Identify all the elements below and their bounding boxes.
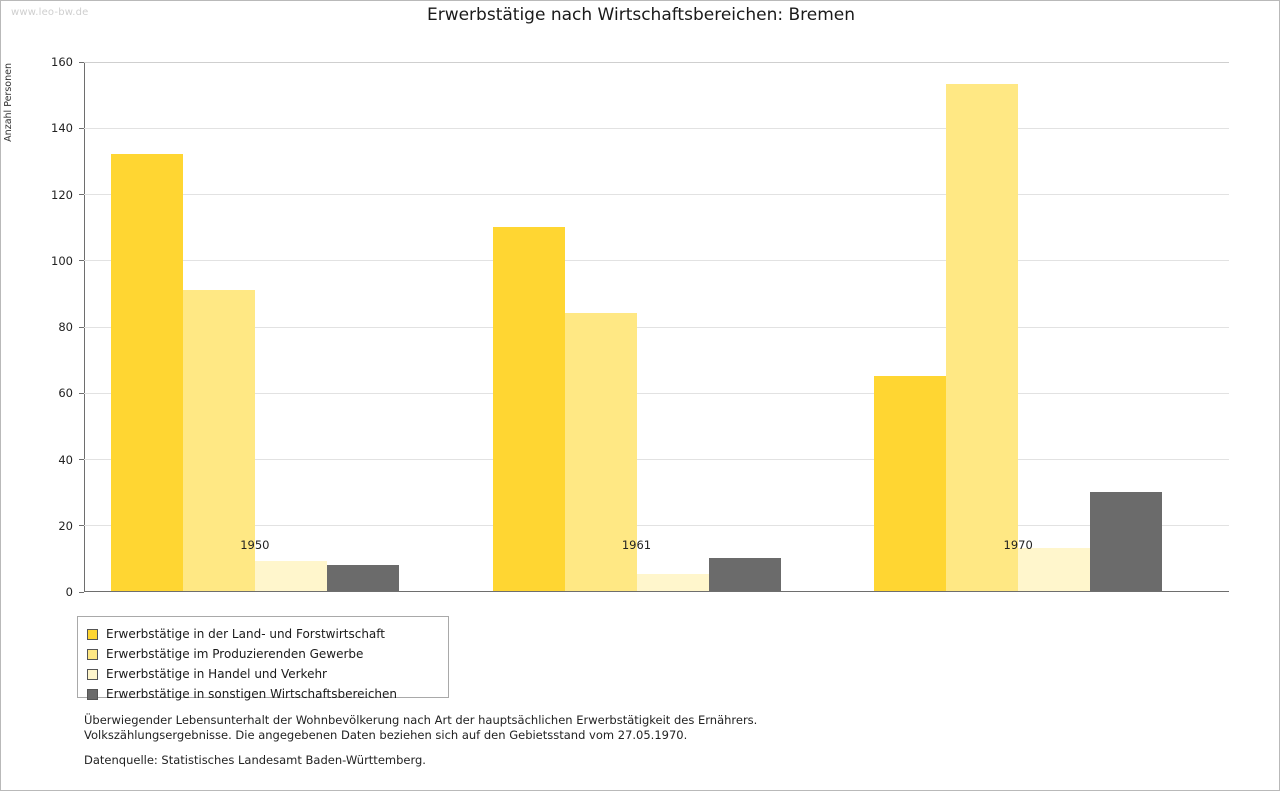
source-note: Datenquelle: Statistisches Landesamt Baden-Württemberg. [84,753,426,767]
y-tick-label: 20 [58,518,73,533]
y-tick-label: 140 [51,121,73,136]
footnote-line: Volkszählungsergebnisse. Die angegebenen Daten beziehen sich auf den Gebietsstand vom 27.05.1970. [84,728,688,742]
gridline [84,128,1229,129]
bar [637,574,709,591]
page-title: Erwerbstätige nach Wirtschaftsbereichen: Bremen [426,5,856,25]
legend-swatch-icon [87,649,98,660]
legend-swatch-icon [87,689,98,700]
bar [327,565,399,592]
legend-swatch-icon [87,669,98,680]
legend-item[interactable] [87,624,440,644]
y-axis-label: Anzahl Personen [3,63,14,142]
bar [255,561,327,591]
bar [493,227,565,591]
bar [874,376,946,591]
bar [946,84,1018,591]
footnotes [84,713,1184,743]
legend [77,616,449,701]
y-tick-label: 40 [58,452,73,467]
bar [1018,548,1090,591]
gridline [84,327,1229,328]
legend-label: Erwerbstätige in Handel und Verkehr [106,667,327,681]
gridline [84,525,1229,526]
y-tick-label: 60 [58,386,73,401]
bar [111,154,183,591]
x-tick-label: 1961 [621,538,652,552]
footnote-line: Überwiegender Lebensunterhalt der Wohnbevölkerung nach Art der hauptsächlichen Erwerbstätigkeit des Ernährers. [84,713,758,727]
x-tick-label: 1950 [240,538,270,552]
gridline [84,393,1229,394]
bar [709,558,781,591]
legend-item[interactable] [87,664,440,684]
bar [1090,492,1162,591]
y-tick-label: 0 [65,585,73,599]
y-tick-label: 160 [51,55,73,69]
x-axis-line [84,591,1229,592]
gridline [84,260,1229,261]
legend-item[interactable] [87,644,440,664]
y-tick-label: 120 [51,187,73,202]
plot-area [84,62,1229,592]
watermark: www.leo-bw.de [11,7,89,18]
y-tick-label: 80 [58,320,73,334]
gridline [84,459,1229,460]
legend-label: Erwerbstätige in der Land- und Forstwirtschaft [106,627,385,641]
gridline [84,62,1229,63]
legend-item[interactable] [87,684,440,704]
legend-swatch-icon [87,629,98,640]
legend-label: Erwerbstätige in sonstigen Wirtschaftsbereichen [106,687,398,701]
gridline [84,194,1229,195]
y-tick-label: 100 [51,253,73,268]
legend-label: Erwerbstätige im Produzierenden Gewerbe [106,647,364,661]
x-tick-label: 1970 [1003,538,1033,552]
